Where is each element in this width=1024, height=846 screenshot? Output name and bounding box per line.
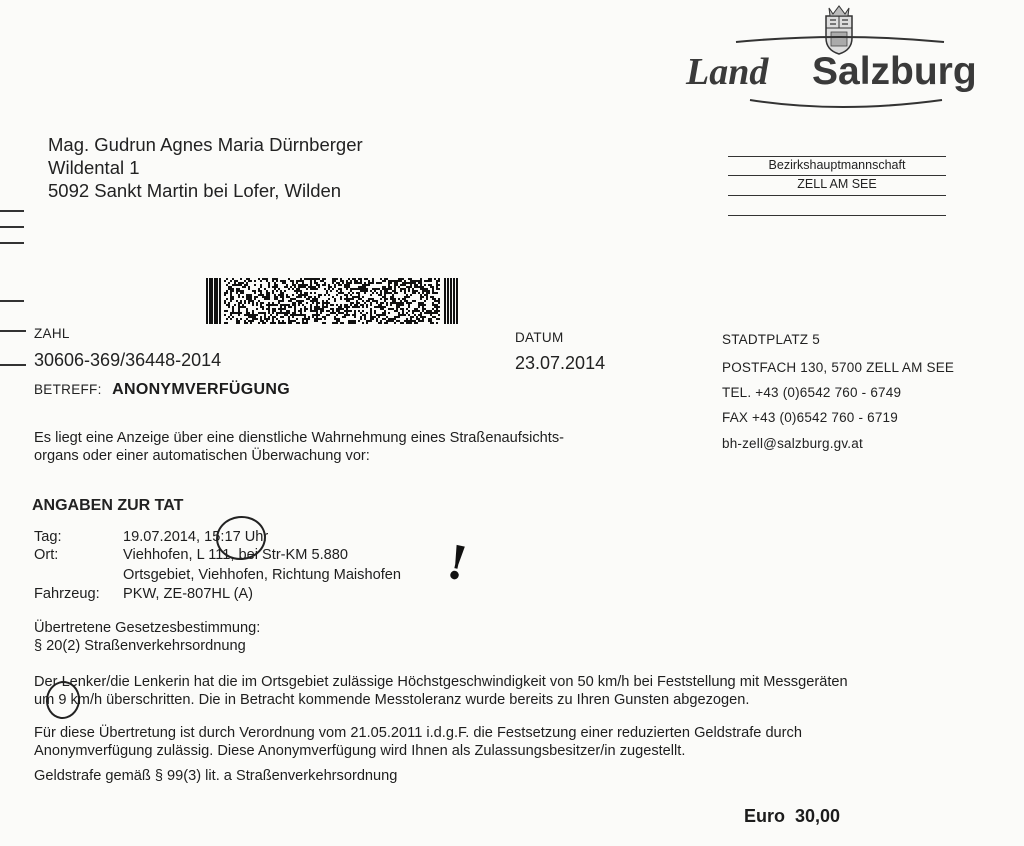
recipient-street: Wildental 1 <box>48 157 140 178</box>
contact-fax: FAX +43 (0)6542 760 - 6719 <box>722 410 898 425</box>
coat-of-arms-icon <box>826 6 852 54</box>
zahl-value: 30606-369/36448-2014 <box>34 350 222 370</box>
contact-postfach: POSTFACH 130, 5700 ZELL AM SEE <box>722 360 955 375</box>
subject-line <box>34 381 290 399</box>
penalty-amount: Euro 30,00 <box>744 806 841 826</box>
fold-mark <box>0 300 24 302</box>
recipient-city: 5092 Sankt Martin bei Lofer, Wilden <box>48 180 342 201</box>
paragraph-offense-line1: Der Lenker/die Lenkerin hat die im Ortsgebiet zulässige Höchstgeschwindigkeit von 50 km/h bei Feststellung mit Messgeräten <box>34 674 848 690</box>
tag-date: 19.07.2014, <box>123 529 201 545</box>
agency-line1: Bezirkshauptmannschaft <box>768 158 906 172</box>
fahrzeug-value: PKW, ZE-807HL (A) <box>123 586 254 602</box>
paragraph-offense-line2: um 9 km/h überschritten. Die in Betracht kommende Messtoleranz wurde bereits zu Ihren Gunsten abgezogen. <box>34 692 750 708</box>
intro-text <box>34 429 564 465</box>
fold-mark <box>0 330 26 332</box>
recipient-name: Mag. Gudrun Agnes Maria Dürnberger <box>48 134 363 155</box>
datamatrix-barcode <box>206 278 460 324</box>
tag-time: 15:17 <box>204 529 241 545</box>
fold-mark <box>0 226 24 228</box>
penalty-basis: Geldstrafe gemäß § 99(3) lit. a Straßenverkehrsordnung <box>34 768 398 784</box>
law-block <box>34 619 260 655</box>
paragraph-regulation-line2: Anonymverfügung zulässig. Diese Anonymverfügung wird Ihnen als Zulassungsbesitzer/in zugestellt. <box>34 743 686 759</box>
zahl-label: ZAHL <box>34 326 70 341</box>
paragraph-regulation-line1: Für diese Übertretung ist durch Verordnung vom 21.05.2011 i.d.g.F. die Festsetzung einer reduzierten Geldstrafe durch <box>34 725 802 741</box>
fold-mark <box>0 364 26 366</box>
subject-label: BETREFF: <box>34 382 102 397</box>
agency-rule <box>728 175 946 176</box>
tag-label: Tag: <box>34 529 62 545</box>
datum-label: DATUM <box>515 330 564 345</box>
agency-rule <box>728 215 946 216</box>
paragraph-offense <box>34 673 848 709</box>
fahrzeug-label: Fahrzeug: <box>34 586 100 602</box>
law-line1: Übertretene Gesetzesbestimmung: <box>34 620 261 636</box>
ort-line2: Ortsgebiet, Viehhofen, Richtung Maishofen <box>123 567 401 583</box>
agency-rule <box>728 156 946 157</box>
tag-uhr: Uhr <box>244 529 269 545</box>
agency-line2: ZELL AM SEE <box>797 177 877 191</box>
paragraph-regulation <box>34 724 802 760</box>
recipient-address <box>48 133 363 202</box>
contact-tel: TEL. +43 (0)6542 760 - 6749 <box>722 385 902 400</box>
logo-word-salzburg: Salzburg <box>812 50 977 93</box>
fold-mark <box>0 242 24 244</box>
intro-line2: organs oder einer automatischen Überwachung vor: <box>34 448 370 464</box>
logo-word-land: Land <box>686 51 769 93</box>
ort-label: Ort: <box>34 547 59 563</box>
subject-value: ANONYMVERFÜGUNG <box>112 381 290 398</box>
intro-line1: Es liegt eine Anzeige über eine dienstliche Wahrnehmung eines Straßenaufsichts- <box>34 430 565 446</box>
ort-line1: Viehhofen, L 111, bei Str-KM 5.880 <box>123 547 348 563</box>
agency-rule <box>728 195 946 196</box>
fold-mark <box>0 210 24 212</box>
land-salzburg-logo <box>680 2 1000 114</box>
contact-street: STADTPLATZ 5 <box>722 332 820 347</box>
section-title: ANGABEN ZUR TAT <box>32 497 184 514</box>
law-line2: § 20(2) Straßenverkehrsordnung <box>34 638 246 654</box>
handwritten-exclamation: ! <box>441 534 473 592</box>
contact-email: bh-zell@salzburg.gv.at <box>722 436 863 451</box>
datum-value: 23.07.2014 <box>515 353 606 373</box>
